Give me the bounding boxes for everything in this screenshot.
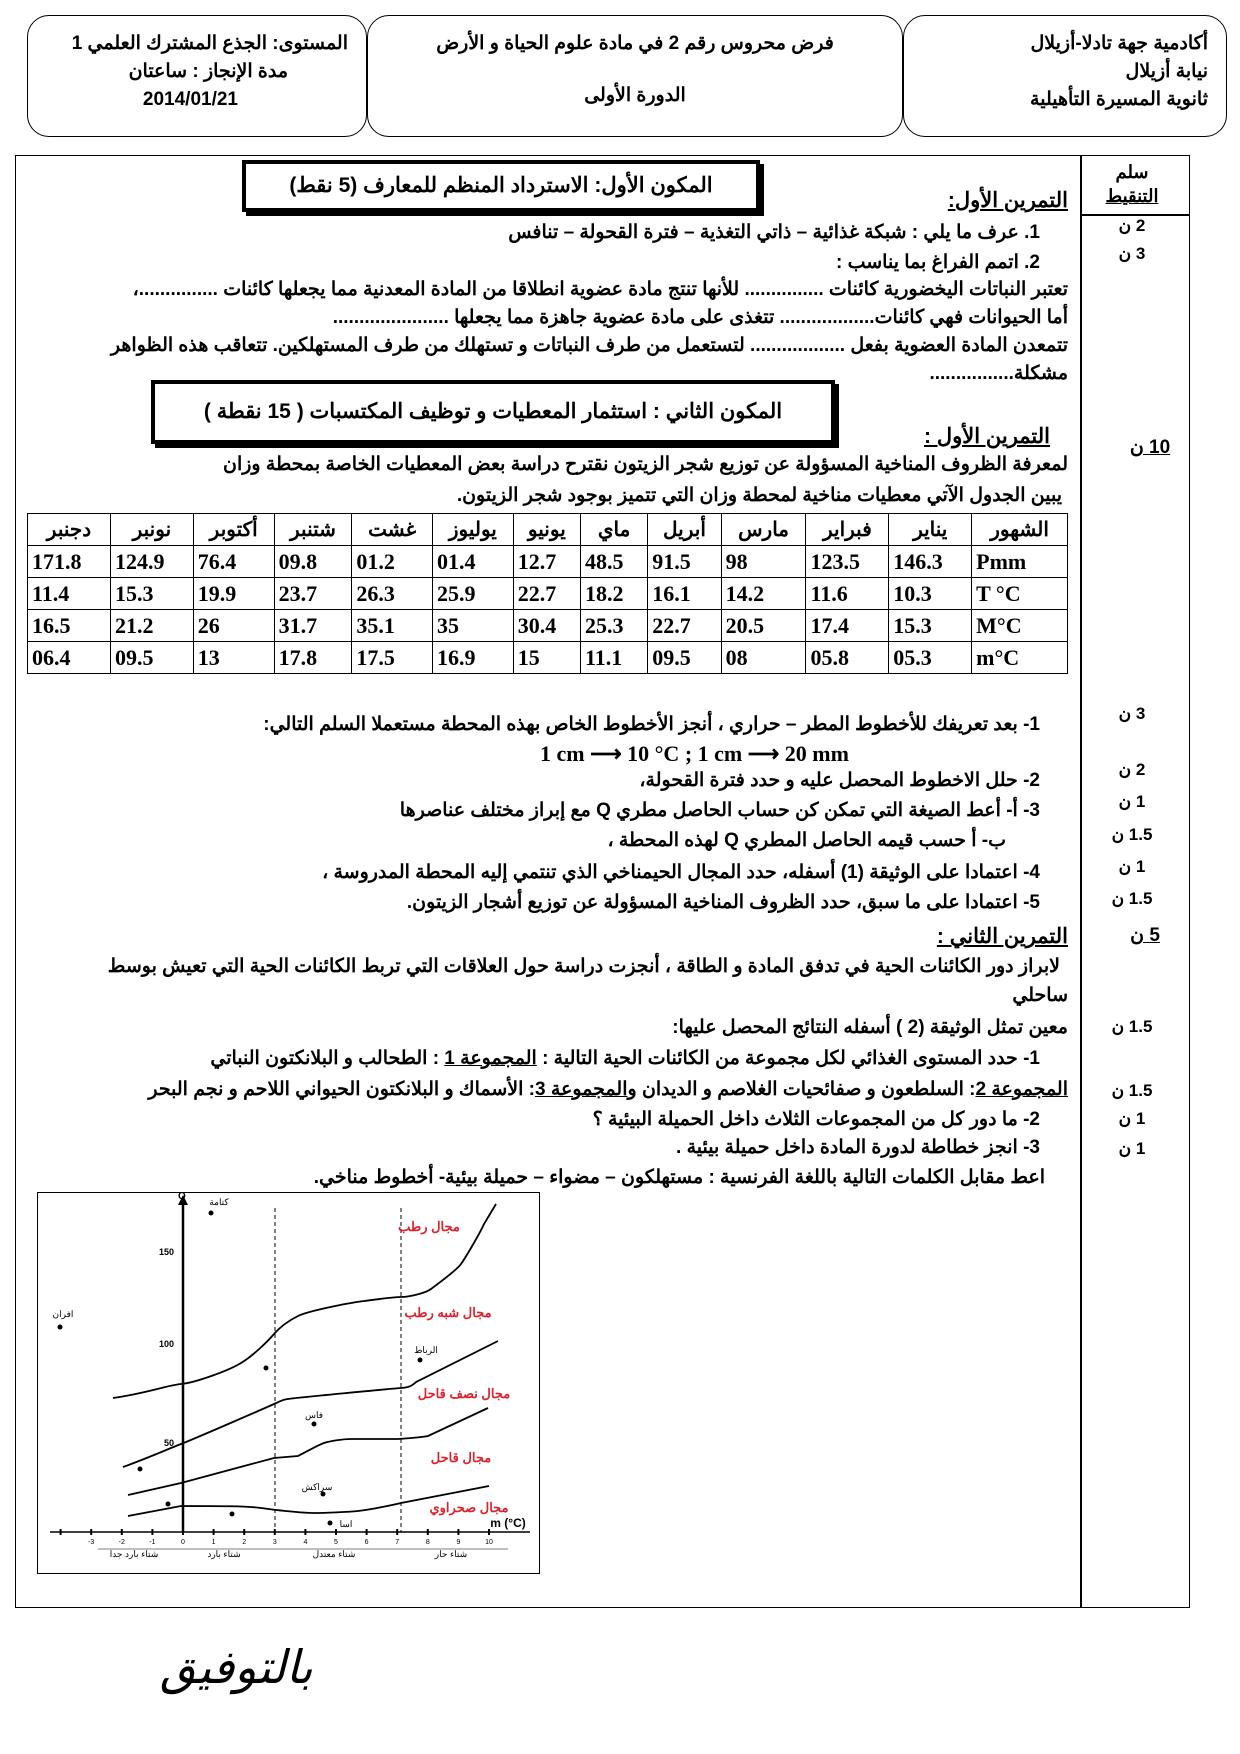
table-cell: m°C xyxy=(972,642,1068,674)
table-cell: ماي xyxy=(580,514,647,546)
table-cell: 23.7 xyxy=(274,578,352,610)
table-cell: 25.3 xyxy=(580,610,647,642)
table-cell: M°C xyxy=(972,610,1068,642)
score: 1.5 ن xyxy=(1111,889,1153,908)
table-cell: 05.8 xyxy=(806,642,889,674)
score: 3 ن xyxy=(1118,244,1146,263)
ex1-question-2: 2- حلل الاخطوط المحصل عليه و حدد فترة القحولة، xyxy=(639,770,1040,791)
table-cell: Pmm xyxy=(972,546,1068,578)
ex2-question-3: 3- انجز خطاطة لدورة المادة داخل حميلة بيئية . xyxy=(676,1137,1040,1158)
station-label: اسا xyxy=(339,1519,353,1529)
exercise1-intro: يبين الجدول الآتي معطيات مناخية لمحطة وزان التي تتميز بوجود شجر الزيتون. xyxy=(456,485,1062,506)
x-tick-label: -1 xyxy=(149,1539,156,1546)
score: 1 ن xyxy=(1118,792,1146,811)
table-row xyxy=(28,610,1068,642)
station-point xyxy=(138,1467,143,1472)
station-point xyxy=(166,1502,171,1507)
table-cell: مارس xyxy=(721,514,806,546)
zone-label: مجال رطب xyxy=(398,1219,460,1234)
ex1-question-3b: ب- أ حسب قيمه الحاصل المطري Q لهذه المحطة ، xyxy=(607,830,1006,851)
exercise1-intro: لمعرفة الظروف المناخية المسؤولة عن توزيع شجر الزيتون نقترح دراسة بعض المعطيات الخاصة بمحطة وزان xyxy=(223,454,1068,475)
table-cell: يناير xyxy=(889,514,972,546)
table-cell: 11.6 xyxy=(806,578,889,610)
question-1: 1. عرف ما يلي : شبكة غذائية – ذاتي التغذية – فترة القحولة – تنافس xyxy=(508,222,1040,243)
table-cell: 123.5 xyxy=(806,546,889,578)
table-cell: 20.5 xyxy=(721,610,806,642)
y-tick-label: 100 xyxy=(158,1339,174,1349)
table-cell: يونيو xyxy=(513,514,580,546)
table-cell: أبريل xyxy=(648,514,721,546)
table-cell: 19.9 xyxy=(193,578,274,610)
ex2-question-1-text: 1- حدد المستوى الغذائي لكل مجموعة من الكائنات الحية التالية : xyxy=(542,1048,1040,1069)
station-label: افران xyxy=(52,1309,74,1319)
exercise2-title: التمرين الثاني : xyxy=(936,925,1068,948)
x-tick-label: 4 xyxy=(303,1539,308,1546)
table-cell: 08 xyxy=(721,642,806,674)
table-row xyxy=(28,578,1068,610)
zone-label: مجال صحراوي xyxy=(429,1500,509,1515)
table-cell: 16.1 xyxy=(648,578,721,610)
table-cell: 15.3 xyxy=(110,578,193,610)
table-cell: 171.8 xyxy=(28,546,111,578)
group1-label: المجموعة 1 xyxy=(444,1048,537,1069)
table-cell: T °C xyxy=(972,578,1068,610)
zone-label: مجال شبه رطب xyxy=(404,1305,492,1320)
date-text: 2014/01/21 xyxy=(142,89,238,110)
fill-line: تعتبر النباتات اليخضورية كائنات ............... للأنها تنتج مادة عضوية انطلاقا من المادة المعدنية مما يجعلها كائنات ...............، xyxy=(132,279,1068,300)
part2-title-box: المكون الثاني : استثمار المعطيات و توظيف المكتسبات ( 15 نقطة ) xyxy=(151,380,835,444)
x-tick-label: 3 xyxy=(272,1539,277,1546)
winter-label: شتاء بارد جدا xyxy=(109,1549,159,1559)
part2-exercise1-title: التمرين الأول : xyxy=(924,425,1050,448)
question-2: 2. اتمم الفراغ بما يناسب : xyxy=(835,252,1040,273)
score: 2 ن xyxy=(1118,760,1146,779)
table-cell: 146.3 xyxy=(889,546,972,578)
group3-text: : الأسماك و البلانكتون الحيواني اللاحم و نجم البحر xyxy=(148,1079,535,1100)
exercise1-title: التمرين الأول: xyxy=(947,189,1068,212)
table-cell: 11.1 xyxy=(580,642,647,674)
table-cell: 01.2 xyxy=(352,546,433,578)
exercise2-intro: ساحلي xyxy=(1012,985,1068,1006)
table-cell: 14.2 xyxy=(721,578,806,610)
ex1-question-5: 5- اعتمادا على ما سبق، حدد الظروف المناخية المسؤولة عن توزيع أشجار الزيتون. xyxy=(406,892,1040,913)
duration-text: مدة الإنجاز : ساعتان xyxy=(128,61,288,82)
score-column-divider xyxy=(1080,155,1082,1608)
level-text: المستوى: الجذع المشترك العلمي 1 xyxy=(71,33,348,54)
x-tick-label: 8 xyxy=(425,1539,430,1546)
score-header xyxy=(1082,160,1182,208)
delegation-text: نيابة أزيلال xyxy=(1125,61,1208,82)
x-tick-label: 6 xyxy=(364,1539,369,1546)
scale-text: 1 cm ⟶ 10 °C ; 1 cm ⟶ 20 mm xyxy=(540,741,849,766)
station-label: الرباط xyxy=(414,1345,438,1355)
table-cell: 26 xyxy=(193,610,274,642)
station-label: فاس xyxy=(304,1410,324,1420)
station-point xyxy=(321,1492,326,1497)
x-tick-label: -3 xyxy=(88,1539,95,1546)
table-cell: نونبر xyxy=(110,514,193,546)
table-cell: 18.2 xyxy=(580,578,647,610)
score-header-line: التنقيط xyxy=(1105,186,1159,206)
table-cell: 11.4 xyxy=(28,578,111,610)
group2-text: : السلطعون و صفائحيات الغلاصم و الديدان و xyxy=(627,1079,976,1100)
fill-line: أما الحيوانات فهي كائنات.................. تتغذى على مادة عضوية جاهزة مما يجعلها ...................... xyxy=(332,307,1068,328)
station-label: سراكش xyxy=(301,1482,333,1492)
winter-label: شتاء حار xyxy=(434,1549,468,1559)
zone-boundary-subhumid xyxy=(123,1341,498,1467)
signature: بالتوفيق xyxy=(160,1640,313,1694)
table-cell: 98 xyxy=(721,546,806,578)
x-tick-label: 5 xyxy=(334,1539,338,1546)
winter-label: شتاء بارد xyxy=(207,1549,241,1559)
ex1-question-4: 4- اعتمادا على الوثيقة (1) أسفله، حدد المجال الحيمناخي الذي تنتمي إليه المحطة المدروسة ، xyxy=(322,862,1040,883)
zone-label: مجال قاحل xyxy=(430,1450,492,1465)
x-tick-label: 9 xyxy=(456,1539,461,1546)
table-cell: 15.3 xyxy=(889,610,972,642)
group1-text: : الطحالب و البلانكتون النباتي xyxy=(210,1048,440,1069)
score: 2 ن xyxy=(1118,216,1146,235)
school-text: ثانوية المسيرة التأهيلية xyxy=(1030,89,1208,110)
table-cell: 16.9 xyxy=(432,642,513,674)
score: 3 ن xyxy=(1118,704,1146,723)
table-cell: 35.1 xyxy=(352,610,433,642)
table-cell: 22.7 xyxy=(513,578,580,610)
table-cell: 13 xyxy=(193,642,274,674)
fill-line: تتمعدن المادة العضوية بفعل .................. لتستعمل من طرف النباتات و تستهلك من طرف المستهلكين. تتعاقب هذه الظواهر xyxy=(110,335,1068,356)
score: 1.5 ن xyxy=(1111,825,1153,844)
table-cell: 21.2 xyxy=(110,610,193,642)
y-tick-label: 150 xyxy=(158,1247,174,1257)
table-cell: الشهور xyxy=(972,514,1068,546)
table-cell: 91.5 xyxy=(648,546,721,578)
table-cell: 25.9 xyxy=(432,578,513,610)
table-cell: 17.5 xyxy=(352,642,433,674)
table-cell: 48.5 xyxy=(580,546,647,578)
table-cell: 17.4 xyxy=(806,610,889,642)
ex1-question-3a: 3- أ- أعط الصيغة التي تمكن كن حساب الحاصل مطري Q مع إبراز مختلف عناصرها xyxy=(399,800,1040,821)
group2-label: المجموعة 2 xyxy=(975,1079,1068,1100)
station-point xyxy=(418,1358,423,1363)
table-cell: 05.3 xyxy=(889,642,972,674)
station-label: كتامة xyxy=(209,1197,229,1207)
exercise2-intro: معين تمثل الوثيقة (2 ) أسفله النتائج المحصل عليها: xyxy=(672,1017,1068,1038)
ex2-question-1 xyxy=(210,1047,1040,1071)
exercise2-intro: لابراز دور الكائنات الحية في تدفق المادة و الطاقة ، أنجزت دراسة حول العلاقات التي تربط الكائنات الحية التي تعيش بوسط xyxy=(107,956,1060,977)
station-point xyxy=(209,1211,214,1216)
station-point xyxy=(328,1521,333,1526)
ex1-question-1: 1- بعد تعريفك للأخطوط المطر – حراري ، أنجز الأخطوط الخاص بهذه المحطة مستعملا السلم التالي: xyxy=(263,714,1040,735)
score-header-line: سلم xyxy=(1115,162,1149,182)
station-point xyxy=(264,1366,269,1371)
table-cell: 35 xyxy=(432,610,513,642)
x-tick-label: 1 xyxy=(211,1539,216,1546)
score: 1 ن xyxy=(1118,1139,1146,1158)
station-point xyxy=(312,1422,317,1427)
table-cell: 09.5 xyxy=(110,642,193,674)
exam-title: فرض محروس رقم 2 في مادة علوم الحياة و الأرض xyxy=(436,33,834,54)
table-cell: 17.8 xyxy=(274,642,352,674)
table-header-row xyxy=(28,514,1068,546)
score: 5 ن xyxy=(1130,925,1160,946)
table-cell: غشت xyxy=(352,514,433,546)
x-tick-label: 7 xyxy=(395,1539,400,1546)
winter-label: شتاء معتدل xyxy=(312,1549,356,1559)
emberger-climagram xyxy=(37,1192,540,1574)
table-cell: دجنبر xyxy=(28,514,111,546)
table-cell: 76.4 xyxy=(193,546,274,578)
y-tick-label: 50 xyxy=(163,1438,174,1448)
x-tick-label: -2 xyxy=(118,1539,125,1546)
table-row xyxy=(28,642,1068,674)
header-left-box xyxy=(27,15,367,137)
table-cell: 22.7 xyxy=(648,610,721,642)
x-tick-label: 2 xyxy=(242,1539,247,1546)
y-axis-label: Q xyxy=(178,1193,186,1202)
table-cell: 09.5 xyxy=(648,642,721,674)
header-right-box xyxy=(903,15,1227,137)
table-cell: 31.7 xyxy=(274,610,352,642)
score: 1 ن xyxy=(1118,857,1146,876)
group3-label: المجموعة 3 xyxy=(534,1079,628,1100)
table-cell: أكتوبر xyxy=(193,514,274,546)
table-cell: 12.7 xyxy=(513,546,580,578)
x-tick-label: 0 xyxy=(181,1539,185,1546)
ex2-question-2: 2- ما دور كل من المجموعات الثلاث داخل الحميلة البيئية ؟ xyxy=(592,1109,1040,1130)
table-cell: شتنبر xyxy=(274,514,352,546)
score: 1.5 ن xyxy=(1111,1017,1153,1036)
table-cell: 10.3 xyxy=(889,578,972,610)
climate-data-table xyxy=(27,513,1068,674)
part1-title-box: المكون الأول: الاسترداد المنظم للمعارف (5 نقط) xyxy=(242,160,760,212)
academy-text: أكادمية جهة تادلا-أزيلال xyxy=(1030,33,1208,54)
station-point xyxy=(230,1512,235,1517)
score: 10 ن xyxy=(1129,437,1171,458)
x-tick-label: 10 xyxy=(485,1539,493,1546)
station-point xyxy=(58,1325,63,1330)
table-cell: 01.4 xyxy=(432,546,513,578)
table-cell: 15 xyxy=(513,642,580,674)
table-cell: 124.9 xyxy=(110,546,193,578)
table-cell: 06.4 xyxy=(28,642,111,674)
x-axis-label: m (°C) xyxy=(490,1516,526,1530)
table-cell: يوليوز xyxy=(432,514,513,546)
fill-line: مشكلة................ xyxy=(929,363,1068,384)
table-row xyxy=(28,546,1068,578)
zone-label: مجال نصف قاحل xyxy=(417,1386,511,1401)
groups-line xyxy=(148,1078,1068,1102)
score: 1 ن xyxy=(1118,1109,1146,1128)
table-cell: فبراير xyxy=(806,514,889,546)
table-cell: 09.8 xyxy=(274,546,352,578)
session-text: الدورة الأولى xyxy=(584,85,686,106)
table-cell: 26.3 xyxy=(352,578,433,610)
ex2-question-4: اعط مقابل الكلمات التالية باللغة الفرنسية : مستهلكون – مضواء – حميلة بيئية- أخطوط مناخي. xyxy=(313,1167,1045,1188)
score: 1.5 ن xyxy=(1111,1081,1153,1100)
table-cell: 30.4 xyxy=(513,610,580,642)
table-cell: 16.5 xyxy=(28,610,111,642)
header-center-box xyxy=(367,15,903,137)
